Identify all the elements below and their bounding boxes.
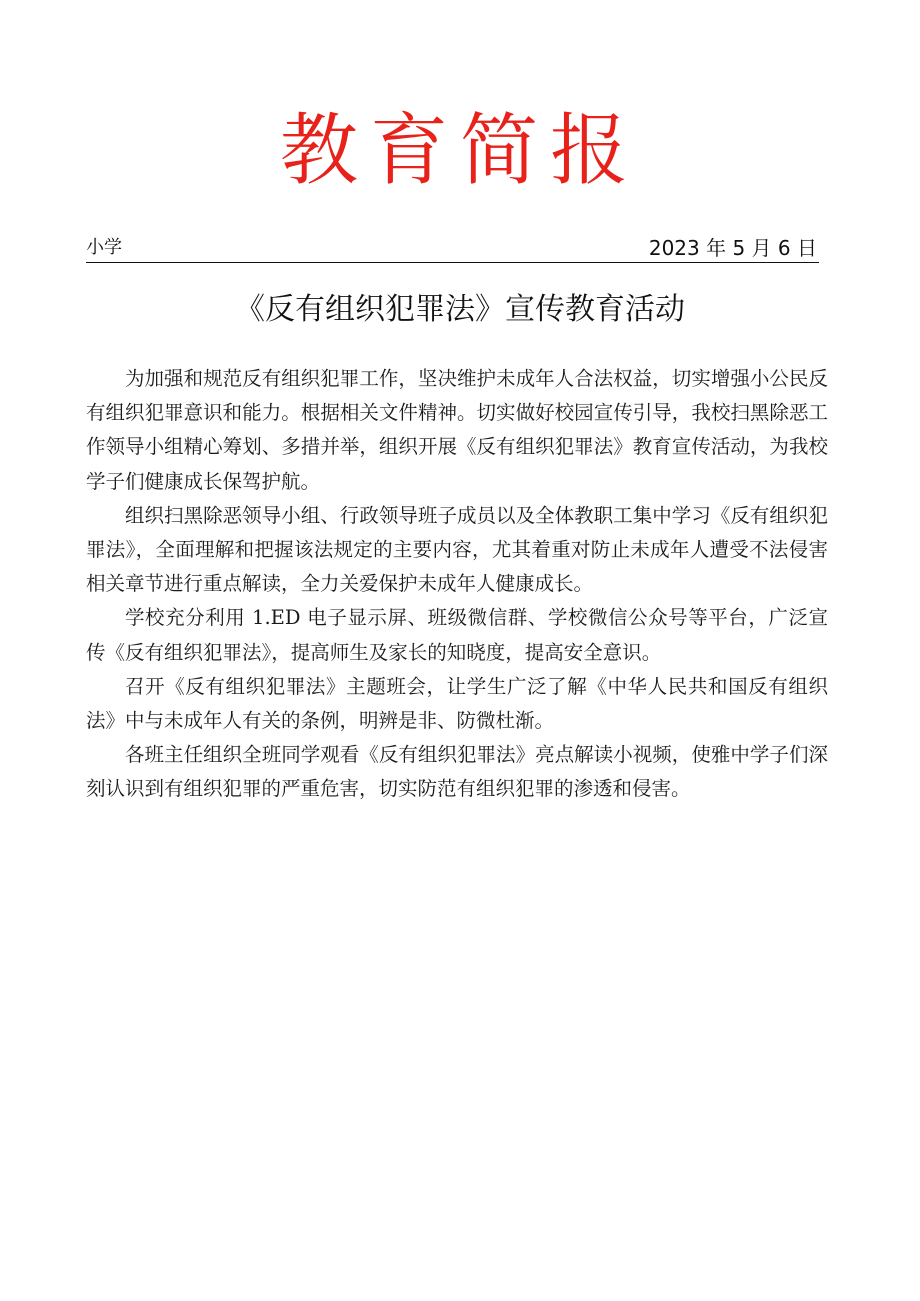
paragraph-3: 学校充分利用 1.ED 电子显示屏、班级微信群、学校微信公众号等平台，广泛宣传《反有组织犯罪法》，提高师生及家长的知晓度，提高安全意识。 — [86, 606, 828, 664]
school-name: 小学 — [86, 237, 122, 258]
article-body — [86, 362, 828, 807]
header-meta-row — [86, 236, 819, 263]
paragraph-4: 召开《反有组织犯罪法》主题班会，让学生广泛了解《中华人民共和国反有组织法》中与未成年人有关的条例，明辨是非、防微杜渐。 — [86, 674, 828, 733]
paragraph-5: 各班主任组织全班同学观看《反有组织犯罪法》亮点解读小视频，使雅中学子们深刻认识到有组织犯罪的严重危害，切实防范有组织犯罪的渗透和侵害。 — [86, 743, 828, 801]
article-title: 《反有组织犯罪法》宣传教育活动 — [235, 292, 685, 327]
issue-date: 2023 年 5 月 6 日 — [648, 236, 817, 260]
paragraph-1: 为加强和规范反有组织犯罪工作，坚决维护未成年人合法权益，切实增强小公民反有组织犯罪意识和能力。根据相关文件精神。切实做好校园宣传引导，我校扫黑除恶工作领导小组精心筹划、多措并举，组织开展《反有组织犯罪法》教育宣传活动，为我校学子们健康成长保驾护航。 — [86, 367, 828, 493]
masthead-title: 教育简报 — [279, 106, 640, 196]
paragraph-2: 组织扫黑除恶领导小组、行政领导班子成员以及全体教职工集中学习《反有组织犯罪法》，全面理解和把握该法规定的主要内容，尤其着重对防止未成年人遭受不法侵害相关章节进行重点解读，全力关爱保护未成年人健康成长。 — [86, 503, 828, 596]
